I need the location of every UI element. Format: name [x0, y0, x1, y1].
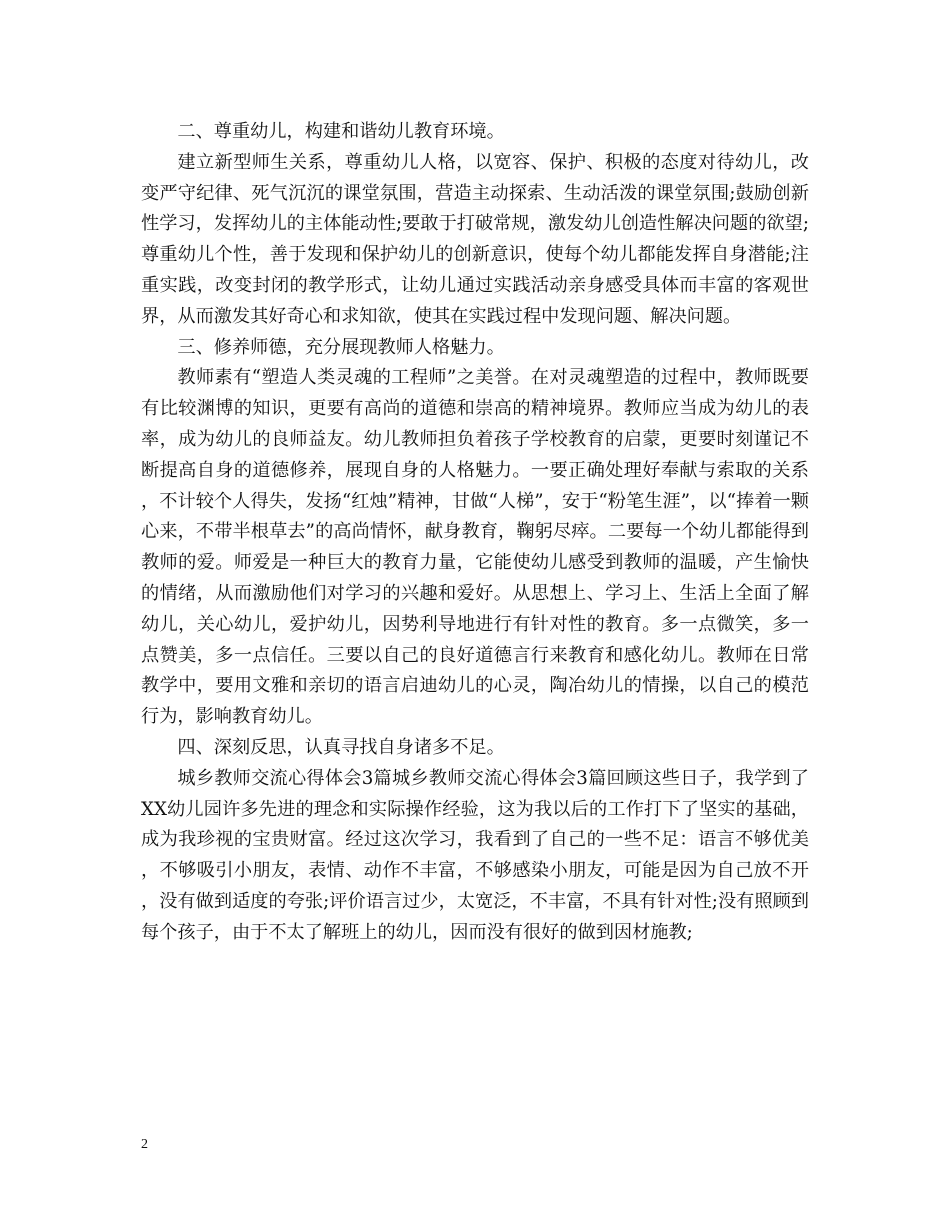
body-paragraph: 城乡教师交流心得体会3篇城乡教师交流心得体会3篇回顾这些日子，我学到了XX幼儿园许多先进的理念和实际操作经验，这为我以后的工作打下了坚实的基础，成为我珍视的宝贵财富。经过这次学习，我看到了自己的一些不足：语言不够优美，不够吸引小朋友，表情、动作不丰富，不够感染小朋友，可能是因为自己放不开，没有做到适度的夸张;评价语言过少，太宽泛，不丰富，不具有针对性;没有照顾到每个孩子，由于不太了解班上的幼儿，因而没有很好的做到因材施教;: [141, 767, 809, 943]
document-body: [141, 117, 809, 949]
body-paragraph: 教师素有“塑造人类灵魂的工程师”之美誉。在对灵魂塑造的过程中，教师既要有比较渊博的知识，更要有高尚的道德和崇高的精神境界。教师应当成为幼儿的表率，成为幼儿的良师益友。幼儿教师担负着孩子学校教育的启蒙，更要时刻谨记不断提高自身的道德修养，展现自身的人格魅力。一要正确处理好奉献与索取的关系，不计较个人得失，发扬“红烛”精神，甘做“人梯”，安于“粉笔生涯”，以“捧着一颗心来，不带半根草去”的高尚情怀，献身教育，鞠躬尽瘁。二要每一个幼儿都能得到教师的爱。师爱是一种巨大的教育力量，它能使幼儿感受到教师的温暖，产生愉快的情绪，从而激励他们对学习的兴趣和爱好。从思想上、学习上、生活上全面了解幼儿，关心幼儿，爱护幼儿，因势利导地进行有针对性的教育。多一点微笑，多一点赞美，多一点信任。三要以自己的良好道德言行来教育和感化幼儿。教师在日常教学中，要用文雅和亲切的语言启迪幼儿的心灵，陶冶幼儿的情操，以自己的模范行为，影响教育幼儿。: [141, 367, 809, 728]
page-number: 2: [141, 1137, 148, 1152]
section-heading-4: 四、深刻反思，认真寻找自身诸多不足。: [177, 736, 505, 758]
section-heading-3: 三、修养师德，充分展现教师人格魅力。: [177, 336, 505, 358]
section-heading-2: 二、尊重幼儿，构建和谐幼儿教育环境。: [177, 121, 505, 142]
body-paragraph: 建立新型师生关系，尊重幼儿人格，以宽容、保护、积极的态度对待幼儿，改变严守纪律、死气沉沉的课堂氛围，营造主动探索、生动活泼的课堂氛围;鼓励创新性学习，发挥幼儿的主体能动性;要敢于打破常规，激发幼儿创造性解决问题的欲望;尊重幼儿个性，善于发现和保护幼儿的创新意识，使每个幼儿都能发挥自身潜能;注重实践，改变封闭的教学形式，让幼儿通过实践活动亲身感受具体而丰富的客观世界，从而激发其好奇心和求知欲，使其在实践过程中发现问题、解决问题。: [141, 151, 809, 327]
